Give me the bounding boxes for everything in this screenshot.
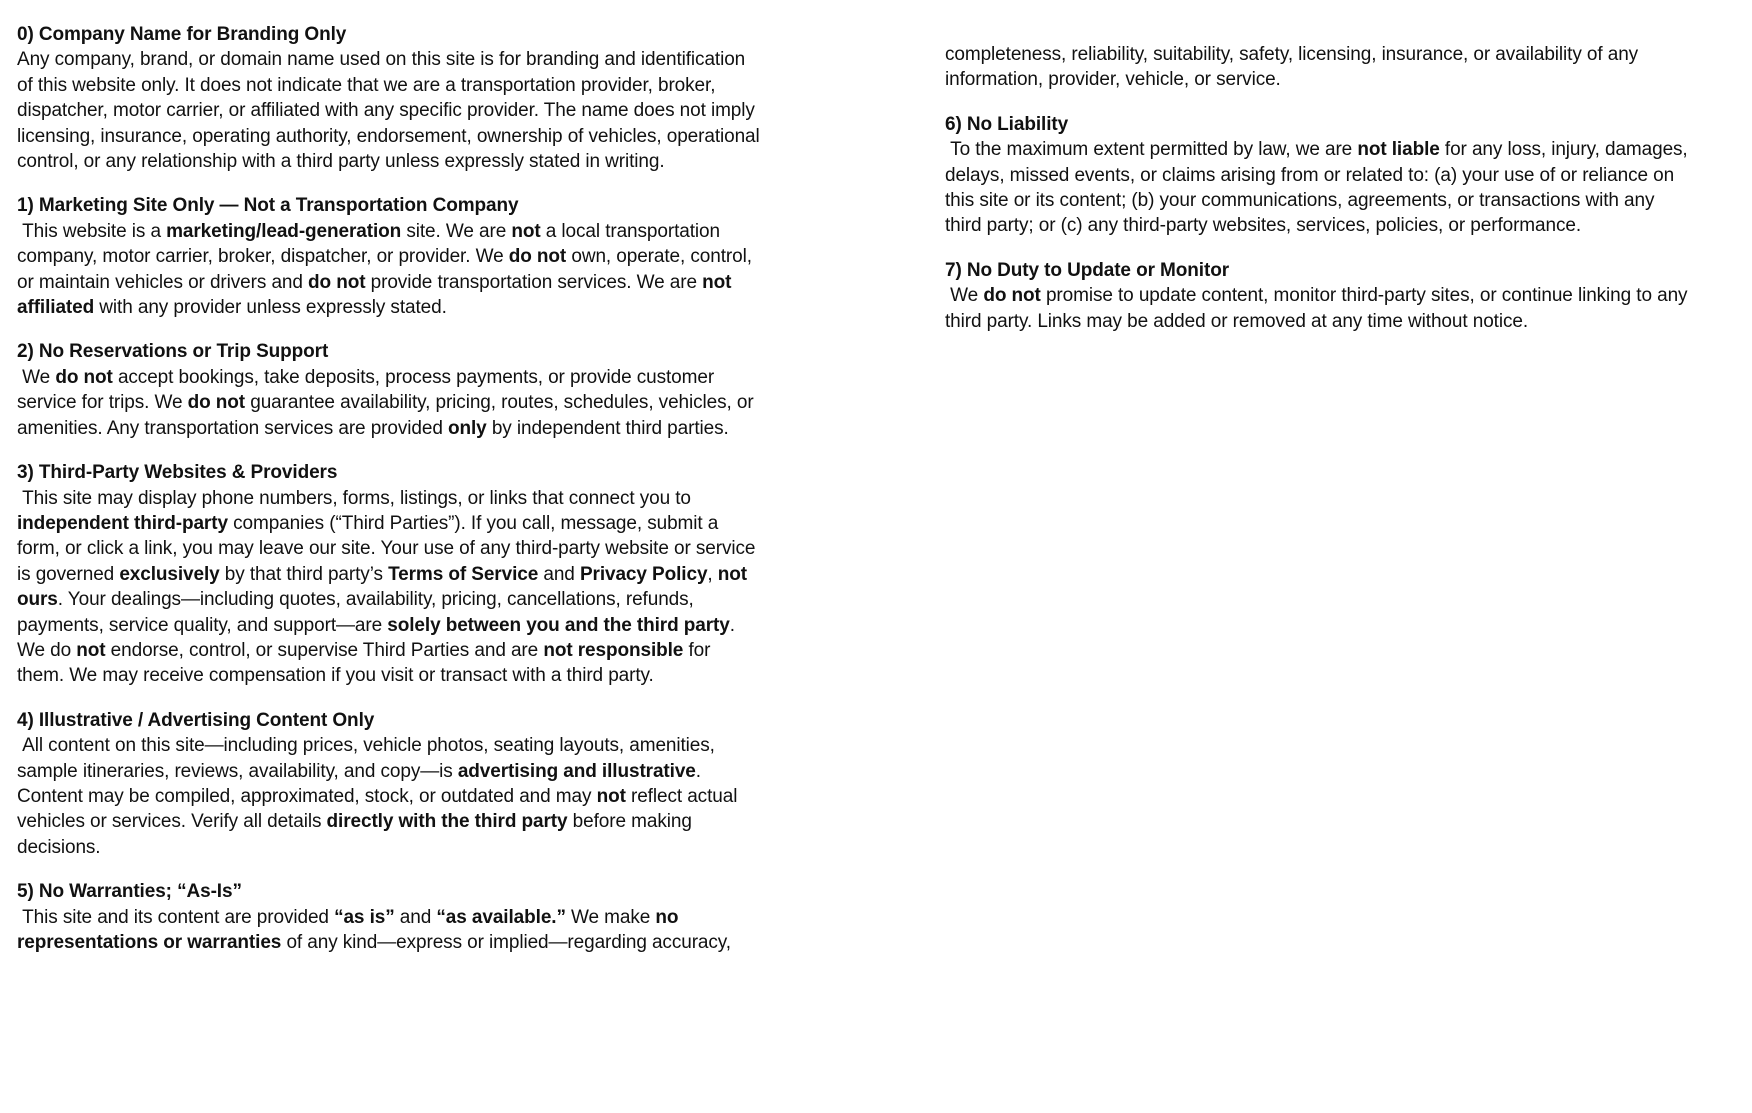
section-7-body: We do not promise to update content, monitor third-party sites, or continue linking to any third party. Links may be added or removed at any time without notice.	[945, 285, 1688, 332]
section-5-no-warranties	[17, 879, 762, 955]
section-1-body: This website is a marketing/lead-generation site. We are not a local transportation company, motor carrier, broker, dispatcher, or provider. We do not own, operate, control, or maintain vehicles or drivers and do not provide transportation services. We are not affiliated with any provider unless expressly stated.	[17, 220, 752, 319]
section-0-body: Any company, brand, or domain name used on this site is for branding and identification of this website only. It does not indicate that we are a transportation provider, broker, dispatcher, motor carrier, or affiliated with any specific provider. The name does not imply licensing, insurance, operating authority, endorsement, ownership of vehicles, operational control, or any relationship with a third party unless expressly stated in writing.	[17, 49, 760, 173]
section-5-continuation	[945, 42, 1690, 93]
section-2-no-reservations	[17, 339, 762, 441]
section-1-marketing-site-only	[17, 193, 762, 320]
section-7-no-duty-to-update	[945, 258, 1690, 334]
section-7-heading: 7) No Duty to Update or Monitor	[945, 259, 1229, 281]
section-6-body: To the maximum extent permitted by law, we are not liable for any loss, injury, damages, delays, missed events, or claims arising from or related to: (a) your use of or reliance on this site or its content; (b) your communications, agreements, or transactions with any third party; or (c) any third-party websites, services, policies, or performance.	[945, 139, 1688, 237]
section-5-body: This site and its content are provided “as is” and “as available.” We make no representations or warranties of any kind—express or implied—regarding accuracy,	[17, 906, 731, 953]
section-3-heading: 3) Third-Party Websites & Providers	[17, 462, 338, 484]
section-0-heading: 0) Company Name for Branding Only	[17, 24, 347, 45]
section-5-continuation-body: completeness, reliability, suitability, safety, licensing, insurance, or availability of any information, provider, vehicle, or service.	[945, 44, 1639, 91]
section-0-company-name	[17, 22, 762, 174]
section-6-heading: 6) No Liability	[945, 113, 1069, 135]
section-5-heading: 5) No Warranties; “As-Is”	[17, 881, 242, 903]
section-3-third-party-websites	[17, 460, 762, 689]
left-column	[17, 22, 762, 974]
section-4-body: All content on this site—including prices, vehicle photos, seating layouts, amenities, sample itineraries, reviews, availability, and copy—is advertising and illustrative. Content may be compiled, approximated, stock, or outdated and may not reflect actual vehicles or services. Verify all details directly with the third party before making decisions.	[17, 735, 738, 858]
section-1-heading: 1) Marketing Site Only — Not a Transportation Company	[17, 195, 519, 217]
section-2-heading: 2) No Reservations or Trip Support	[17, 341, 329, 363]
section-6-no-liability	[945, 112, 1690, 239]
section-3-body: This site may display phone numbers, forms, listings, or links that connect you to independent third-party companies (“Third Parties”). If you call, message, submit a form, or click a link, you may leave our site. Your use of any third-party website or service is governed exclusively by that third party’s Terms of Service and Privacy Policy, not ours. Your dealings—including quotes, availability, pricing, cancellations, refunds, payments, service quality, and support—are solely between you and the third party. We do not endorse, control, or supervise Third Parties and are not responsible for them. We may receive compensation if you visit or transact with a third party.	[17, 487, 756, 687]
right-column	[945, 22, 1690, 353]
section-2-body: We do not accept bookings, take deposits, process payments, or provide customer service for trips. We do not guarantee availability, pricing, routes, schedules, vehicles, or amenities. Any transportation services are provided only by independent third parties.	[17, 366, 754, 439]
section-4-heading: 4) Illustrative / Advertising Content Only	[17, 709, 375, 731]
section-4-illustrative-content	[17, 708, 762, 860]
